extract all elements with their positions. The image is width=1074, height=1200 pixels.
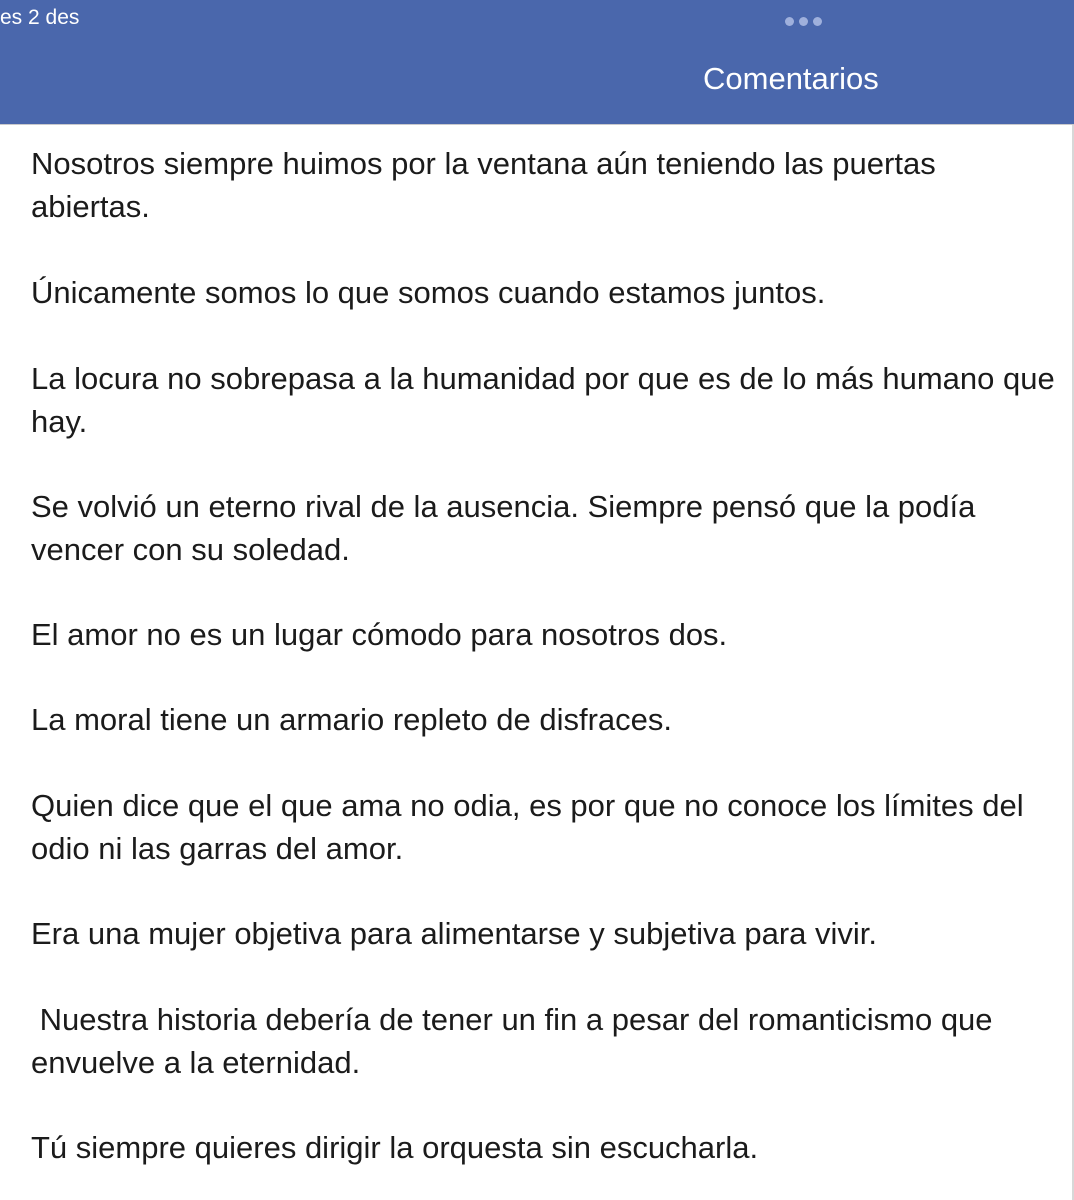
comment-paragraph: La locura no sobrepasa a la humanidad por que es de lo más humano que hay. xyxy=(31,361,1064,439)
page-title: Comentarios xyxy=(703,61,879,96)
comment-paragraph: Nosotros siempre huimos por la ventana aún teniendo las puertas abiertas. xyxy=(31,146,945,224)
comments-text-area[interactable] xyxy=(0,125,1074,1200)
comment-paragraph: Nuestra historia debería de tener un fin a pesar del romanticismo que envuelve a la eternidad. xyxy=(31,1002,1002,1080)
comment-paragraph: El amor no es un lugar cómodo para nosotros dos. xyxy=(31,617,728,652)
comment-paragraph: Tú siempre quieres dirigir la orquesta sin escucharla. xyxy=(31,1130,759,1165)
comment-paragraph: Se volvió un eterno rival de la ausencia. Siempre pensó que la podía vencer con su soledad. xyxy=(31,489,985,567)
comment-paragraph: La moral tiene un armario repleto de disfraces. xyxy=(31,702,672,737)
comment-paragraph: Quien dice que el que ama no odia, es por que no conoce los límites del odio ni las garras del amor. xyxy=(31,788,1033,866)
dot xyxy=(785,17,794,26)
more-dots-icon[interactable] xyxy=(785,17,822,26)
dot xyxy=(813,17,822,26)
dot xyxy=(799,17,808,26)
comment-paragraph: Era una mujer objetiva para alimentarse y subjetiva para vivir. xyxy=(31,916,878,951)
top-bar xyxy=(0,0,1074,125)
status-bar-text: es 2 des xyxy=(0,6,80,29)
comment-paragraph: Únicamente somos lo que somos cuando estamos juntos. xyxy=(31,275,826,310)
